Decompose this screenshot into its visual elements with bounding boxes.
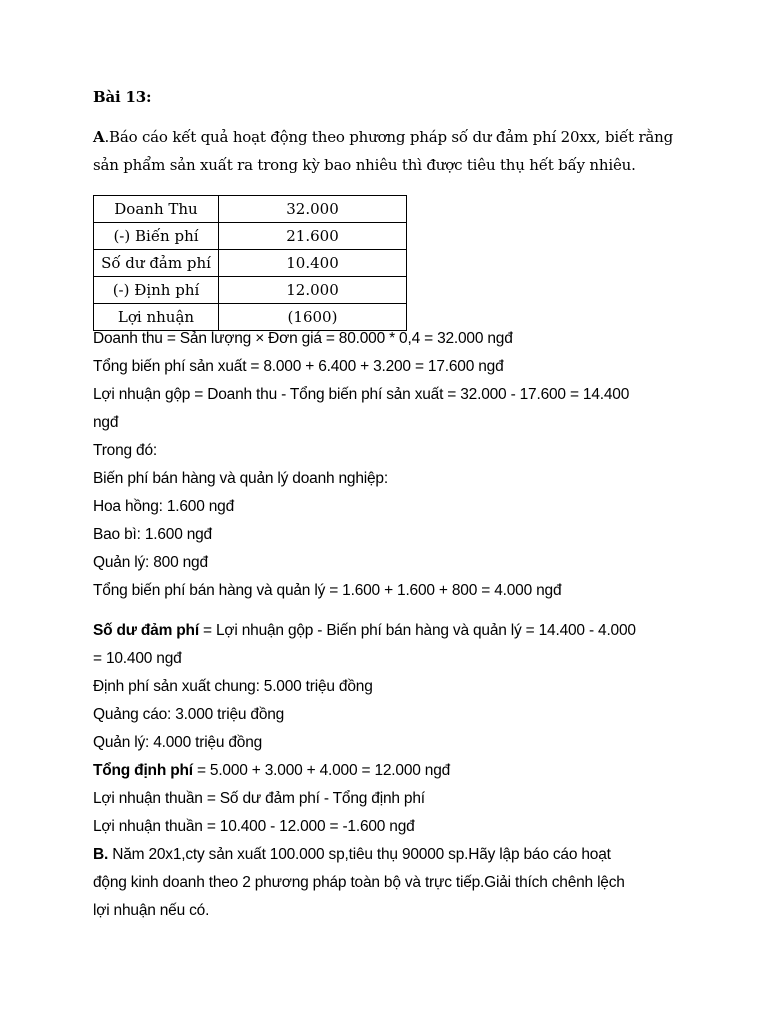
fixed-manufacturing-overhead: Định phí sản xuất chung: 5.000 triệu đồng [93, 678, 373, 695]
part-a-intro-line-1: A.Báo cáo kết quả hoạt động theo phương pháp số dư đảm phí 20xx, biết rằng [93, 128, 674, 146]
net-profit-value: Lợi nhuận thuần = 10.400 - 12.000 = -1.600 ngđ [93, 818, 415, 835]
exercise-title: Bài 13: [93, 88, 152, 106]
row-label: (-) Định phí [94, 277, 219, 304]
total-production-variable-cost: Tổng biến phí sản xuất = 8.000 + 6.400 + 3.200 = 17.600 ngđ [93, 358, 504, 375]
contribution-margin-label: Số dư đảm phí [93, 622, 199, 639]
revenue-formula: Doanh thu = Sản lượng × Đơn giá = 80.000 * 0,4 = 32.000 ngđ [93, 330, 513, 347]
row-label: Lợi nhuận [94, 304, 219, 331]
part-b-label: B. [93, 846, 109, 863]
table-row [94, 250, 407, 277]
gross-profit-line-1: Lợi nhuận gộp = Doanh thu - Tổng biến phí sản xuất = 32.000 - 17.600 = 14.400 [93, 386, 630, 403]
part-a-intro-line-2: sản phẩm sản xuất ra trong kỳ bao nhiêu thì được tiêu thụ hết bấy nhiêu. [93, 156, 636, 174]
total-fixed-label: Tổng định phí [93, 762, 193, 779]
contribution-margin-table [93, 195, 407, 331]
part-b-line-1: B. Năm 20x1,cty sản xuất 100.000 sp,tiêu thụ 90000 sp.Hãy lập báo cáo hoạt [93, 846, 611, 863]
contribution-margin-line-1: Số dư đảm phí = Lợi nhuận gộp - Biến phí bán hàng và quản lý = 14.400 - 4.000 [93, 622, 636, 639]
row-label: (-) Biến phí [94, 223, 219, 250]
gross-profit-line-2: ngđ [93, 414, 119, 431]
net-profit-formula: Lợi nhuận thuần = Số dư đảm phí - Tổng định phí [93, 790, 425, 807]
row-value: (1600) [219, 304, 407, 331]
part-b-line-2: động kinh doanh theo 2 phương pháp toàn bộ và trực tiếp.Giải thích chênh lệch [93, 874, 625, 891]
row-value: 12.000 [219, 277, 407, 304]
table-row [94, 196, 407, 223]
total-selling-admin-variable: Tổng biến phí bán hàng và quản lý = 1.600 + 1.600 + 800 = 4.000 ngđ [93, 582, 562, 599]
table-row [94, 304, 407, 331]
packaging-line: Bao bì: 1.600 ngđ [93, 526, 212, 543]
in-which-label: Trong đó: [93, 442, 157, 459]
row-label: Doanh Thu [94, 196, 219, 223]
part-a-label: A [93, 128, 105, 146]
total-fixed-cost: Tổng định phí = 5.000 + 3.000 + 4.000 = 12.000 ngđ [93, 762, 451, 779]
contribution-margin-line-2: = 10.400 ngđ [93, 650, 182, 667]
row-value: 21.600 [219, 223, 407, 250]
selling-admin-variable-heading: Biến phí bán hàng và quản lý doanh nghiệp: [93, 470, 388, 487]
advertising-line: Quảng cáo: 3.000 triệu đồng [93, 706, 285, 723]
commission-line: Hoa hồng: 1.600 ngđ [93, 498, 234, 515]
row-value: 10.400 [219, 250, 407, 277]
admin-fixed-line: Quản lý: 4.000 triệu đồng [93, 734, 263, 751]
part-b-line-3: lợi nhuận nếu có. [93, 902, 210, 919]
table-row [94, 277, 407, 304]
row-label: Số dư đảm phí [94, 250, 219, 277]
table-row [94, 223, 407, 250]
row-value: 32.000 [219, 196, 407, 223]
admin-variable-line: Quản lý: 800 ngđ [93, 554, 208, 571]
